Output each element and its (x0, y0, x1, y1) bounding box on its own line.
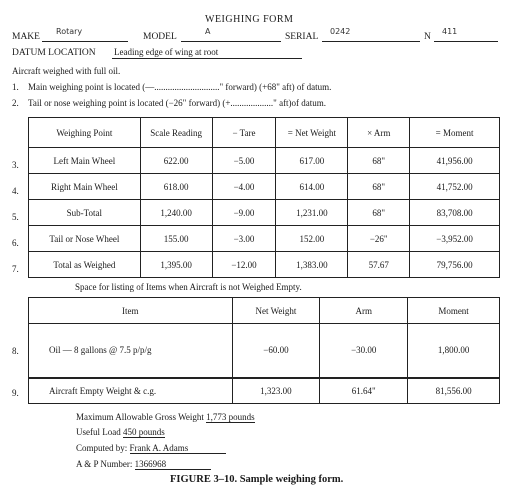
cell-net: −60.00 (232, 324, 320, 378)
cell-tare: −9.00 (212, 200, 276, 226)
make-field (42, 27, 128, 42)
ap-number-label: A & P Number: (76, 459, 133, 469)
row-number: 3. (12, 160, 19, 170)
cell-tare: −12.00 (212, 252, 276, 278)
computed-by-value: Frank A. Adams (130, 443, 226, 454)
cell-item: Aircraft Empty Weight & c.g. (29, 378, 233, 404)
table-row (29, 200, 500, 226)
ap-number-value: 1366968 (135, 459, 211, 470)
header-weighing-point: Weighing Point (29, 118, 141, 148)
cell-scale: 622.00 (140, 148, 212, 174)
cell-net: 1,383.00 (276, 252, 348, 278)
cell-point: Total as Weighed (29, 252, 141, 278)
oil-note: Aircraft weighed with full oil. (12, 66, 121, 76)
header-scale-reading: Scale Reading (140, 118, 212, 148)
cell-tare: −4.00 (212, 174, 276, 200)
datum-value: Leading edge of wing at root (114, 47, 219, 57)
row-number: 7. (12, 264, 19, 274)
datum-label: DATUM LOCATION (12, 48, 96, 58)
table-row (29, 148, 500, 174)
computed-by-label: Computed by: (76, 443, 128, 453)
row-number: 5. (12, 212, 19, 222)
cell-net: 617.00 (276, 148, 348, 174)
cell-net: 152.00 (276, 226, 348, 252)
cell-scale: 618.00 (140, 174, 212, 200)
max-gross-value: 1,773 pounds (206, 412, 255, 422)
form-title: WEIGHING FORM (205, 14, 294, 25)
cell-arm: 68" (348, 200, 410, 226)
make-value: Rotary (56, 27, 83, 36)
cell-arm: 57.67 (348, 252, 410, 278)
row-number: 8. (12, 346, 19, 356)
row-number: 4. (12, 186, 19, 196)
max-gross-label: Maximum Allowable Gross Weight (76, 412, 204, 422)
table-row (29, 226, 500, 252)
serial-field (322, 27, 420, 42)
cell-point: Left Main Wheel (29, 148, 141, 174)
table-row (29, 174, 500, 200)
cell-moment: 83,708.00 (410, 200, 500, 226)
cell-scale: 1,395.00 (140, 252, 212, 278)
items-table (28, 297, 500, 404)
header-arm: Arm (320, 298, 408, 324)
cell-point: Tail or Nose Wheel (29, 226, 141, 252)
model-label: MODEL (143, 32, 177, 42)
cell-scale: 155.00 (140, 226, 212, 252)
header-net-weight: Net Weight (232, 298, 320, 324)
ap-number (76, 459, 211, 470)
tail-point-line: Tail or nose weighing point is located (−26" forward) (+..................." aft)of datum. (28, 98, 327, 108)
header-item: Item (29, 298, 233, 324)
header-arm: × Arm (348, 118, 410, 148)
items-table-header (29, 298, 500, 324)
cell-tare: −5.00 (212, 148, 276, 174)
useful-load (76, 427, 165, 437)
cell-point: Sub-Total (29, 200, 141, 226)
space-note: Space for listing of Items when Aircraft is not Weighed Empty. (75, 282, 302, 292)
cell-moment: −3,952.00 (410, 226, 500, 252)
model-field (181, 27, 281, 42)
cell-arm: 61.64" (320, 378, 408, 404)
main-point-line: Main weighing point is located (—............................." forward) (+68" aft) of datum. (28, 82, 332, 92)
header-moment: Moment (408, 298, 500, 324)
cell-net: 1,231.00 (276, 200, 348, 226)
n-field (434, 27, 498, 42)
cell-arm: 68" (348, 148, 410, 174)
n-value: 411 (442, 27, 458, 36)
cell-item: Oil — 8 gallons @ 7.5 p/p/g (29, 324, 233, 378)
cell-moment: 41,956.00 (410, 148, 500, 174)
model-value: A (205, 27, 211, 36)
cell-arm: 68" (348, 174, 410, 200)
cell-arm: −30.00 (320, 324, 408, 378)
header-tare: − Tare (212, 118, 276, 148)
cell-moment: 81,556.00 (408, 378, 500, 404)
figure-caption: FIGURE 3–10. Sample weighing form. (170, 474, 344, 485)
cell-moment: 1,800.00 (408, 324, 500, 378)
cell-net: 614.00 (276, 174, 348, 200)
cell-net: 1,323.00 (232, 378, 320, 404)
weighing-table-header (29, 118, 500, 148)
computed-by (76, 443, 226, 454)
serial-value: 0242 (330, 27, 351, 36)
row-number: 6. (12, 238, 19, 248)
table-row (29, 378, 500, 404)
useful-load-value: 450 pounds (123, 427, 165, 437)
useful-load-label: Useful Load (76, 427, 121, 437)
datum-field (112, 47, 302, 59)
serial-label: SERIAL (285, 32, 319, 42)
cell-tare: −3.00 (212, 226, 276, 252)
line1-number: 1. (12, 82, 19, 92)
header-moment: = Moment (410, 118, 500, 148)
weighing-table (28, 117, 500, 278)
make-label: MAKE (12, 32, 40, 42)
line2-number: 2. (12, 98, 19, 108)
row-number: 9. (12, 388, 19, 398)
cell-point: Right Main Wheel (29, 174, 141, 200)
table-row (29, 324, 500, 378)
max-gross-weight (76, 412, 255, 422)
n-label: N (424, 32, 431, 42)
cell-moment: 79,756.00 (410, 252, 500, 278)
cell-moment: 41,752.00 (410, 174, 500, 200)
cell-arm: −26" (348, 226, 410, 252)
table-row (29, 252, 500, 278)
header-net-weight: = Net Weight (276, 118, 348, 148)
cell-scale: 1,240.00 (140, 200, 212, 226)
